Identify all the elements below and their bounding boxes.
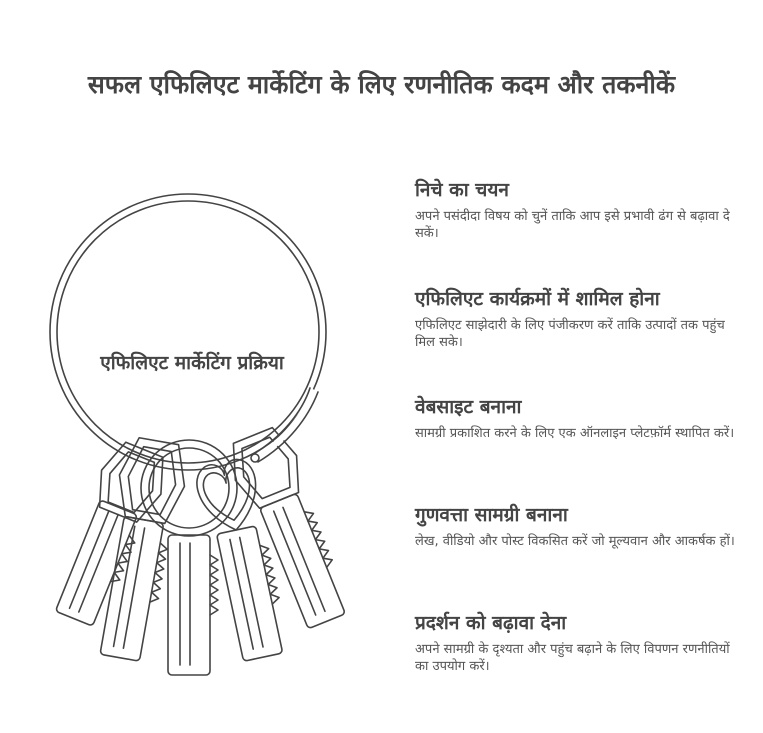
step-description: अपने पसंदीदा विषय को चुनें ताकि आप इसे प्रभावी ढंग से बढ़ावा दे सकें। bbox=[415, 209, 730, 241]
step-boost-performance bbox=[415, 611, 735, 675]
center-label: एफिलिएट मार्केटिंग प्रक्रिया bbox=[100, 352, 284, 374]
step-heading: एफिलिएट कार्यक्रमों में शामिल होना bbox=[415, 288, 660, 310]
step-description: एफिलिएट साझेदारी के लिए पंजीकरण करें ताकि उत्पादों तक पहुंच मिल सके। bbox=[415, 318, 725, 350]
step-description: सामग्री प्रकाशित करने के लिए एक ऑनलाइन प्लेटफ़ॉर्म स्थापित करें। bbox=[415, 426, 735, 441]
key-3 bbox=[141, 440, 237, 675]
step-quality-content bbox=[415, 503, 735, 550]
page-title: सफल एफिलिएट मार्केटिंग के लिए रणनीतिक कदम और तकनीकें bbox=[87, 70, 676, 99]
step-heading: प्रदर्शन को बढ़ावा देना bbox=[415, 612, 567, 634]
step-niche-selection bbox=[415, 178, 735, 242]
step-heading: वेबसाइट बनाना bbox=[415, 396, 522, 418]
step-heading: गुणवत्ता सामग्री बनाना bbox=[415, 504, 568, 526]
step-join-programs bbox=[415, 287, 735, 351]
step-build-website bbox=[415, 395, 735, 442]
step-description: लेख, वीडियो और पोस्ट विकसित करें जो मूल्यवान और आकर्षक हों। bbox=[415, 534, 735, 549]
step-heading: निचे का चयन bbox=[415, 179, 509, 201]
step-description: अपने सामग्री के दृश्यता और पहुंच बढ़ाने के लिए विपणन रणनीतियों का उपयोग करें। bbox=[415, 642, 730, 674]
